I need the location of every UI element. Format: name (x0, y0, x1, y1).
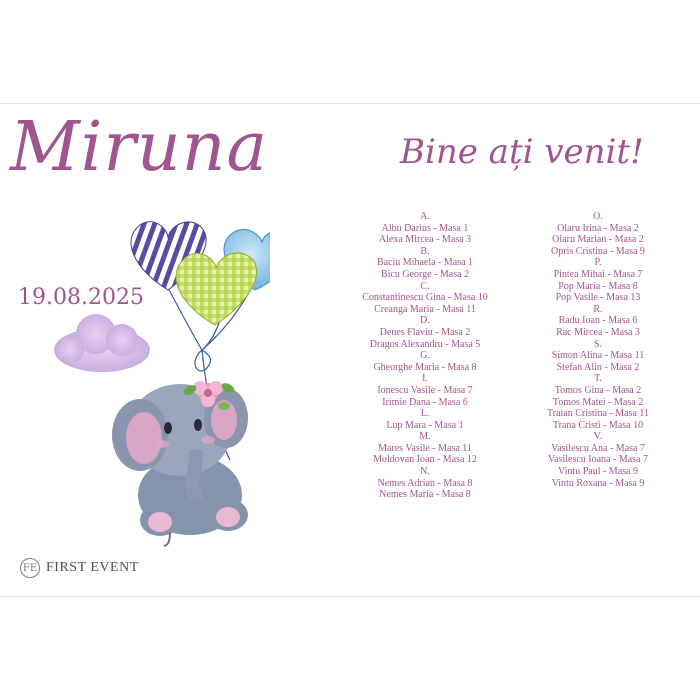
guest-entry: Dragos Alexandru - Masa 5 (369, 338, 481, 350)
guest-entry: Moldovan Ioan - Masa 12 (373, 454, 477, 466)
child-name-title: Miruna (10, 108, 269, 187)
guest-entry: Alexa Mircea - Masa 3 (378, 234, 472, 246)
heart-balloon-green (176, 253, 256, 325)
guest-entry: Gheorghe Maria - Masa 8 (373, 361, 477, 373)
guest-entry: Ionescu Vasile - Masa 7 (377, 384, 473, 396)
guest-entry: Vintu Roxana - Masa 9 (551, 477, 645, 489)
section-letter: B. (420, 245, 430, 257)
guest-entry: Baciu Mihaela - Masa 1 (376, 257, 474, 269)
guest-entry: Olaru Marian - Masa 2 (552, 234, 644, 246)
guest-entry: Trana Cristi - Masa 10 (552, 419, 644, 431)
section-letter: L. (420, 408, 430, 420)
guest-entry: Bicu George - Masa 2 (380, 268, 470, 280)
guest-entry: Simon Alina - Masa 11 (551, 350, 645, 362)
event-date: 19.08.2025 (18, 285, 144, 310)
brand-name: FIRST EVENT (46, 560, 139, 575)
guest-entry: Mares Vasile - Masa 11 (378, 442, 472, 454)
guest-entry: Olaru Irina - Masa 2 (557, 222, 639, 234)
guest-entry: Opris Cristina - Masa 9 (551, 245, 645, 257)
seating-column-1 (330, 211, 520, 501)
section-letter: T. (594, 373, 602, 385)
brand-mark-icon: FE (20, 558, 40, 578)
guest-entry: Irimie Dana - Masa 6 (382, 396, 468, 408)
guest-entry: Albu Darius - Masa 1 (381, 222, 469, 234)
brand-logo (20, 558, 139, 578)
guest-entry: Nemes Maria - Masa 8 (379, 489, 471, 501)
section-letter: N. (420, 466, 430, 478)
guest-entry: Constantinescu Gina - Masa 10 (362, 292, 488, 304)
guest-entry: Radu Ioan - Masa 6 (558, 315, 638, 327)
guest-entry: Traian Cristina - Masa 11 (546, 408, 650, 420)
section-letter: G. (420, 350, 430, 362)
guest-entry: Vintu Paul - Masa 9 (558, 466, 638, 478)
guest-entry: Pop Maria - Masa 8 (558, 280, 638, 292)
guest-entry: Lup Mara - Masa 1 (386, 419, 464, 431)
cloud-icon (54, 314, 150, 372)
guest-entry: Pop Vasile - Masa 13 (555, 292, 641, 304)
section-letter: M. (419, 431, 431, 443)
guest-entry: Stefan Alin - Masa 2 (556, 361, 640, 373)
section-letter: D. (420, 315, 430, 327)
seating-column-2 (503, 211, 693, 489)
guest-entry: Creanga Maria - Masa 11 (374, 303, 476, 315)
section-letter: C. (420, 280, 430, 292)
section-letter: I. (422, 373, 428, 385)
guest-entry: Rac Mircea - Masa 3 (556, 326, 640, 338)
section-letter: P. (594, 257, 602, 269)
guest-entry: Vasilescu Ana - Masa 7 (551, 442, 645, 454)
section-letter: A. (420, 211, 430, 222)
guest-entry: Tomos Gina - Masa 2 (554, 384, 642, 396)
section-letter: S. (593, 338, 603, 350)
section-letter: R. (593, 303, 603, 315)
guest-entry: Nemes Adrian - Masa 8 (377, 477, 473, 489)
guest-entry: Denes Flaviu - Masa 2 (379, 326, 471, 338)
section-letter: O. (593, 211, 603, 222)
guest-entry: Pintea Mihai - Masa 7 (553, 268, 643, 280)
elephant-balloons-illustration (40, 210, 270, 550)
welcome-heading: Bine ați venit! (400, 132, 644, 172)
guest-entry: Vasilescu Ioana - Masa 7 (548, 454, 648, 466)
section-letter: V. (593, 431, 603, 443)
guest-entry: Tomos Matei - Masa 2 (552, 396, 644, 408)
